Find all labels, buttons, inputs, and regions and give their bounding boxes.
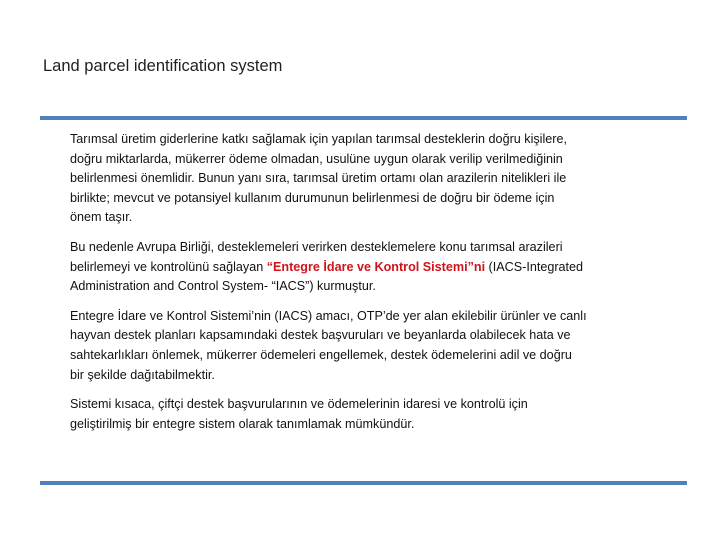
text-line: birlikte; mevcut ve potansiyel kullanım durumunun belirlenmesi de doğru bir ödeme için bbox=[70, 190, 555, 205]
paragraph-1 bbox=[70, 130, 680, 228]
paragraph-3 bbox=[70, 307, 680, 385]
bottom-divider-bar bbox=[40, 481, 687, 485]
paragraph-2 bbox=[70, 238, 680, 297]
text-line: Entegre İdare ve Kontrol Sistemi’nin (IACS) amacı, OTP’de yer alan ekilebilir ürünler ve canlı bbox=[70, 308, 587, 323]
slide-title: Land parcel identification system bbox=[43, 57, 283, 75]
text-segment: belirlemeyi ve kontrolünü sağlayan bbox=[70, 259, 267, 274]
slide-body bbox=[70, 130, 680, 444]
text-segment: (IACS-Integrated bbox=[485, 259, 584, 274]
text-line: Bu nedenle Avrupa Birliği, desteklemeleri verirken desteklemelere konu tarımsal arazileri bbox=[70, 239, 563, 254]
text-line: bir şekilde dağıtabilmektir. bbox=[70, 367, 215, 382]
text-line: hayvan destek planları kapsamındaki destek başvuruları ve beyanlarda olabilecek hata ve bbox=[70, 328, 571, 343]
top-divider-bar bbox=[40, 116, 687, 120]
text-line: doğru miktarlarda, mükerrer ödeme olmadan, usulüne uygun olarak verilip verilmediğinin bbox=[70, 151, 563, 166]
highlighted-term: “Entegre İdare ve Kontrol Sistemi”ni bbox=[266, 259, 486, 274]
text-line: Sistemi kısaca, çiftçi destek başvurularının ve ödemelerinin idaresi ve kontrolü için bbox=[70, 397, 528, 412]
text-line: belirlenmesi önemlidir. Bunun yanı sıra, tarımsal üretim ortamı olan arazilerin nitelikleri ile bbox=[70, 171, 567, 186]
text-line: Administration and Control System- “IACS”) kurmuştur. bbox=[70, 279, 376, 294]
text-line bbox=[70, 258, 680, 278]
paragraph-4 bbox=[70, 395, 680, 434]
text-line: geliştirilmiş bir entegre sistem olarak tanımlamak mümkündür. bbox=[70, 416, 415, 431]
text-line: sahtekarlıkları önlemek, mükerrer ödemeleri engellemek, destek ödemelerini adil ve doğru bbox=[70, 347, 572, 362]
text-line: önem taşır. bbox=[70, 210, 133, 225]
text-line: Tarımsal üretim giderlerine katkı sağlamak için yapılan tarımsal desteklerin doğru kişilere, bbox=[70, 132, 567, 146]
